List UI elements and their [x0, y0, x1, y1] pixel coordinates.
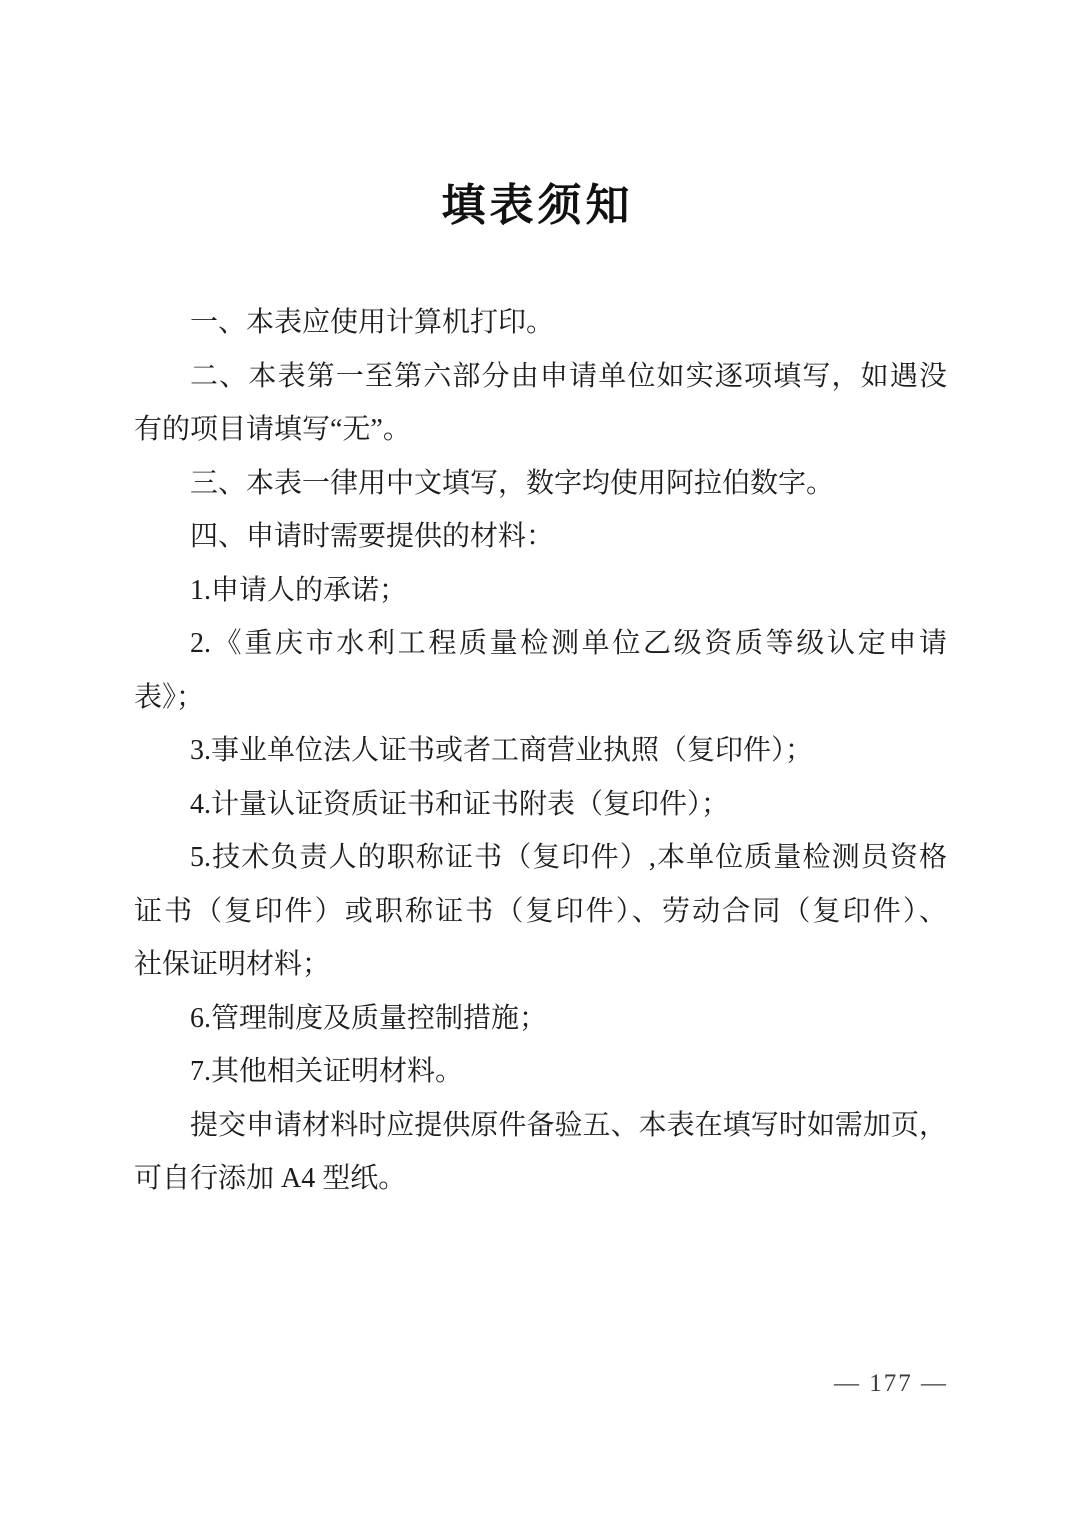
notice-line: 6.管理制度及质量控制措施； — [190, 1002, 548, 1034]
notice-line: 有的项目请填写“无”。 — [134, 414, 411, 445]
notice-body — [134, 296, 947, 1206]
page-title: 填表须知 — [441, 181, 634, 230]
notice-line: 表》； — [134, 681, 205, 713]
notice-line: 1.申请人的承诺； — [190, 574, 408, 606]
notice-line: 二、本表第一至第六部分由申请单位如实逐项填写，如遇没 — [190, 360, 947, 392]
page-number: — 177 — — [834, 1370, 948, 1397]
notice-line: 可自行添加 A4 型纸。 — [134, 1163, 407, 1194]
notice-line: 证书（复印件）或职称证书（复印件）、劳动合同（复印件）、 — [134, 895, 947, 927]
notice-line: 社保证明材料； — [134, 949, 331, 980]
notice-line: 提交申请材料时应提供原件备验五、本表在填写时如需加页， — [190, 1109, 947, 1141]
notice-line: 5.技术负责人的职称证书（复印件）,本单位质量检测员资格 — [190, 842, 947, 873]
notice-line: 四、申请时需要提供的材料： — [190, 521, 555, 552]
notice-line: 7.其他相关证明材料。 — [190, 1056, 464, 1087]
notice-line: 2.《重庆市水利工程质量检测单位乙级资质等级认定申请 — [190, 628, 947, 659]
notice-line: 一、本表应使用计算机打印。 — [190, 307, 555, 338]
notice-line: 3.事业单位法人证书或者工商营业执照（复印件）； — [190, 735, 814, 766]
notice-line: 三、本表一律用中文填写，数字均使用阿拉伯数字。 — [190, 467, 835, 499]
notice-line: 4.计量认证资质证书和证书附表（复印件）； — [190, 788, 730, 820]
